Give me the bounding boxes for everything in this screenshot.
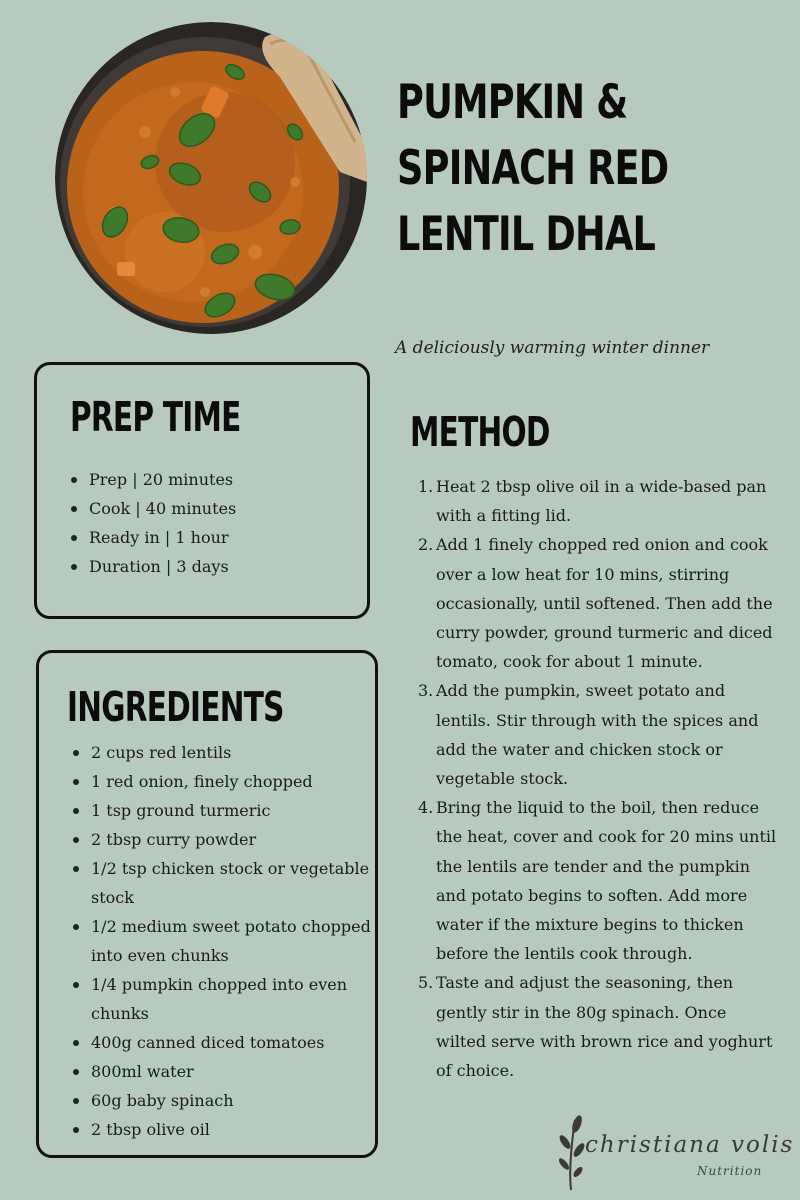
list-item: 2 cups red lentils bbox=[71, 738, 371, 767]
method-step bbox=[418, 793, 778, 968]
step-number: 4. bbox=[418, 798, 434, 818]
method-steps bbox=[418, 472, 778, 1085]
list-item: 2 tbsp olive oil bbox=[71, 1115, 371, 1144]
list-item: 800ml water bbox=[71, 1057, 371, 1086]
step-number: 5. bbox=[418, 973, 434, 993]
prep-time-box bbox=[34, 362, 370, 619]
prep-time-list bbox=[69, 465, 359, 581]
dhal-dish-photo bbox=[55, 22, 367, 334]
brand-subtitle: Nutrition bbox=[697, 1164, 763, 1178]
method-step bbox=[418, 530, 778, 676]
step-text: Add the pumpkin, sweet potato and lentils. Stir through with the spices and add the water and chicken stock or vegetable stock. bbox=[436, 681, 759, 789]
list-item: Prep | 20 minutes bbox=[69, 465, 359, 494]
brand-logo bbox=[555, 1112, 795, 1192]
ingredients-heading: INGREDIENTS bbox=[67, 683, 284, 731]
method-step bbox=[418, 968, 778, 1085]
list-item: Cook | 40 minutes bbox=[69, 494, 359, 523]
recipe-subtitle: A deliciously warming winter dinner bbox=[395, 338, 710, 358]
method-step bbox=[418, 676, 778, 793]
method-heading: METHOD bbox=[410, 408, 550, 456]
step-number: 2. bbox=[418, 535, 434, 555]
list-item: 1 tsp ground turmeric bbox=[71, 796, 371, 825]
list-item: 1 red onion, finely chopped bbox=[71, 767, 371, 796]
list-item: 1/4 pumpkin chopped into even chunks bbox=[71, 970, 371, 1028]
list-item: 400g canned diced tomatoes bbox=[71, 1028, 371, 1057]
ingredients-box bbox=[36, 650, 378, 1158]
leaf-sprig-icon bbox=[555, 1112, 585, 1192]
step-text: Add 1 finely chopped red onion and cook over a low heat for 10 mins, stirring occasionally, until softened. Then add the curry powder, ground turmeric and diced tomato, cook for about 1 minute. bbox=[436, 535, 773, 672]
ingredients-list bbox=[71, 738, 371, 1144]
recipe-title: PUMPKIN & SPINACH RED LENTIL DHAL bbox=[397, 75, 669, 262]
step-text: Bring the liquid to the boil, then reduce the heat, cover and cook for 20 mins until the lentils are tender and the pumpkin and potato begins to soften. Add more water if the mixture begins to thicken before the lentils cook through. bbox=[436, 798, 777, 964]
prep-time-heading: PREP TIME bbox=[70, 393, 241, 441]
step-number: 3. bbox=[418, 681, 434, 701]
method-step bbox=[418, 472, 778, 530]
step-text: Taste and adjust the seasoning, then gently stir in the 80g spinach. Once wilted serve with brown rice and yoghurt of choice. bbox=[436, 973, 773, 1081]
list-item: Ready in | 1 hour bbox=[69, 523, 359, 552]
brand-name: christiana volis bbox=[585, 1132, 795, 1158]
list-item: 2 tbsp curry powder bbox=[71, 825, 371, 854]
list-item: 1/2 medium sweet potato chopped into even chunks bbox=[71, 912, 371, 970]
list-item: 60g baby spinach bbox=[71, 1086, 371, 1115]
step-number: 1. bbox=[418, 477, 434, 496]
list-item: Duration | 3 days bbox=[69, 552, 359, 581]
step-text: Heat 2 tbsp olive oil in a wide-based pan with a fitting lid. bbox=[436, 477, 767, 526]
list-item: 1/2 tsp chicken stock or vegetable stock bbox=[71, 854, 371, 912]
